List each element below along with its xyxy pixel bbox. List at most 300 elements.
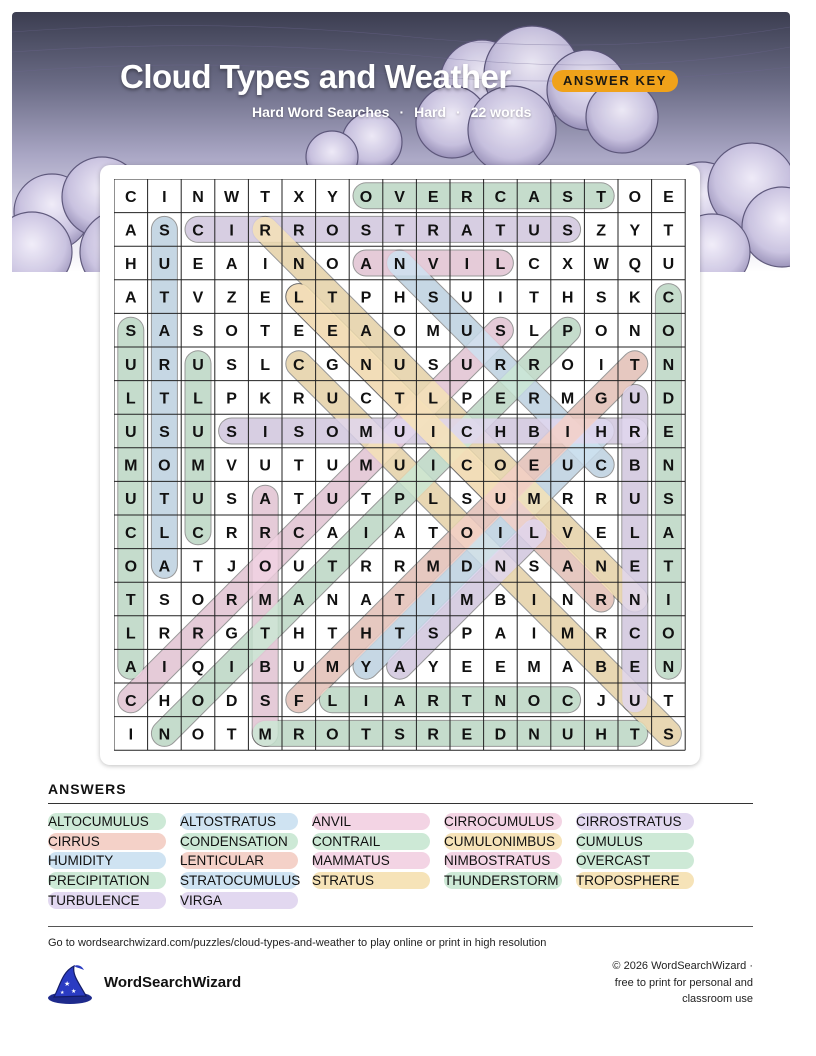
- grid-letter: R: [158, 625, 171, 643]
- grid-letter: O: [191, 592, 205, 609]
- grid-letter: N: [158, 726, 171, 744]
- grid-letter: U: [461, 323, 473, 341]
- answer-word: ALTOCUMULUS: [48, 813, 166, 830]
- svg-text:★: ★: [60, 990, 65, 996]
- grid-letter: O: [225, 323, 238, 341]
- grid-letter: E: [495, 390, 506, 408]
- wizard-hat-logo-icon: [46, 962, 94, 1006]
- grid-letter: T: [394, 592, 405, 609]
- grid-letter: M: [325, 659, 340, 677]
- grid-letter: I: [363, 524, 369, 542]
- copyright-line: free to print for personal and: [614, 976, 753, 989]
- grid-letter: P: [562, 323, 573, 341]
- separator-dot: ·: [399, 104, 405, 120]
- grid-letter: T: [260, 188, 271, 206]
- grid-letter: V: [427, 256, 439, 273]
- grid-letter: A: [125, 289, 137, 307]
- grid-letter: A: [360, 256, 372, 273]
- grid-letter: S: [226, 424, 237, 441]
- grid-letter: O: [191, 692, 205, 710]
- grid-letter: T: [293, 457, 304, 475]
- grid-letter: S: [663, 491, 674, 509]
- grid-letter: T: [596, 188, 607, 206]
- grid-letter: R: [225, 592, 238, 609]
- grid-letter: T: [461, 692, 472, 710]
- grid-letter: S: [394, 726, 405, 744]
- grid-letter: K: [259, 390, 271, 408]
- grid-letter: S: [562, 188, 573, 206]
- answer-word: ANVIL: [312, 813, 430, 830]
- grid-letter: N: [360, 356, 372, 374]
- grid-letter: H: [360, 625, 372, 643]
- grid-letter: O: [158, 457, 171, 475]
- grid-letter: U: [494, 491, 507, 509]
- grid-letter: S: [427, 625, 439, 643]
- footer-url-text: Go to wordsearchwizard.com/puzzles/cloud-types-and-weather to play online or print in high resolution: [48, 937, 547, 949]
- grid-letter: A: [461, 222, 473, 240]
- grid-letter: S: [663, 726, 674, 744]
- grid-letter: T: [293, 491, 304, 509]
- grid-letter: I: [565, 424, 570, 441]
- grid-letter: C: [662, 289, 675, 307]
- grid-letter: T: [394, 390, 405, 408]
- grid-letter: I: [598, 356, 604, 374]
- answer-word: TURBULENCE: [48, 892, 166, 909]
- grid-letter: B: [528, 424, 540, 441]
- grid-letter: U: [259, 457, 271, 475]
- grid-letter: T: [327, 558, 338, 576]
- grid-letter: P: [394, 491, 405, 509]
- grid-letter: I: [666, 592, 671, 609]
- separator-dot: ·: [456, 104, 461, 120]
- grid-letter: U: [125, 491, 137, 509]
- grid-letter: T: [260, 625, 271, 643]
- grid-letter: N: [629, 323, 641, 341]
- grid-letter: A: [259, 491, 271, 509]
- grid-letter: S: [461, 491, 473, 509]
- grid-letter: A: [393, 524, 406, 542]
- grid-letter: O: [258, 558, 272, 576]
- grid-letter: M: [560, 390, 575, 408]
- grid-letter: A: [662, 524, 675, 542]
- grid-letter: T: [361, 491, 371, 509]
- grid-letter: L: [193, 390, 203, 408]
- grid-letter: A: [326, 524, 339, 542]
- grid-letter: S: [360, 222, 372, 240]
- grid-letter: M: [359, 457, 373, 475]
- grid-letter: I: [162, 188, 167, 206]
- grid-letter: B: [259, 659, 271, 677]
- grid-letter: T: [125, 592, 136, 609]
- grid-letter: O: [460, 524, 474, 542]
- grid-letter: E: [259, 289, 271, 307]
- grid-letter: S: [125, 323, 137, 341]
- answer-word: PRECIPITATION: [48, 872, 166, 889]
- grid-letter: U: [461, 289, 473, 307]
- grid-letter: T: [193, 558, 203, 576]
- grid-letter: I: [229, 222, 234, 240]
- grid-letter: M: [124, 457, 138, 475]
- grid-letter: I: [229, 659, 234, 677]
- grid-letter: E: [629, 558, 641, 576]
- grid-letter: C: [125, 188, 137, 206]
- grid-letter: U: [125, 424, 137, 441]
- grid-letter: E: [192, 256, 204, 273]
- grid-letter: A: [393, 659, 406, 677]
- grid-letter: U: [561, 726, 574, 744]
- grid-letter: B: [629, 457, 641, 475]
- grid-letter: R: [629, 424, 641, 441]
- grid-letter: V: [192, 289, 204, 307]
- grid-letter: R: [595, 625, 607, 643]
- copyright-line: © 2026 WordSearchWizard ·: [612, 960, 753, 972]
- grid-letter: C: [461, 424, 473, 441]
- subtitle-word-count: 22 words: [470, 104, 532, 120]
- grid-letter: L: [428, 491, 439, 509]
- grid-letter: T: [663, 558, 674, 576]
- grid-letter: C: [293, 356, 305, 374]
- grid-letter: M: [191, 457, 205, 475]
- grid-letter: U: [662, 256, 675, 273]
- grid-letter: N: [595, 558, 607, 576]
- grid-letter: I: [162, 659, 167, 677]
- grid-letter: O: [527, 692, 541, 710]
- answer-word: OVERCAST: [576, 852, 694, 869]
- divider: [48, 926, 753, 927]
- grid-letter: S: [259, 692, 271, 710]
- grid-letter: P: [461, 390, 473, 408]
- grid-letter: S: [427, 289, 439, 307]
- grid-letter: J: [227, 558, 237, 576]
- grid-letter: T: [394, 625, 405, 643]
- answer-word: NIMBOSTRATUS: [444, 852, 562, 869]
- grid-letter: Q: [628, 256, 642, 273]
- grid-letter: T: [394, 222, 405, 240]
- grid-letter: S: [293, 424, 305, 441]
- grid-letter: S: [495, 323, 506, 341]
- grid-letter: V: [394, 188, 405, 206]
- grid-letter: U: [393, 424, 406, 441]
- grid-letter: C: [125, 524, 137, 542]
- grid-letter: T: [663, 692, 674, 710]
- grid-letter: U: [293, 659, 305, 677]
- grid-letter: L: [125, 625, 136, 643]
- grid-letter: R: [427, 726, 439, 744]
- grid-letter: I: [498, 524, 503, 542]
- grid-letter: I: [128, 726, 134, 744]
- grid-letter: A: [360, 592, 372, 609]
- answer-key-badge: ANSWER KEY: [552, 70, 678, 92]
- grid-letter: V: [226, 457, 237, 475]
- grid-letter: C: [528, 256, 540, 273]
- copyright-line: classroom use: [682, 993, 753, 1005]
- grid-letter: U: [192, 491, 204, 509]
- grid-letter: L: [529, 524, 539, 542]
- grid-letter: I: [430, 457, 436, 475]
- grid-letter: H: [293, 625, 305, 643]
- grid-letter: M: [258, 726, 272, 744]
- grid-letter: E: [595, 524, 607, 542]
- grid-letter: A: [561, 558, 574, 576]
- grid-letter: O: [326, 256, 339, 273]
- grid-letter: R: [293, 390, 305, 408]
- grid-letter: T: [361, 726, 371, 744]
- grid-letter: K: [629, 289, 641, 307]
- grid-letter: U: [461, 356, 473, 374]
- grid-letter: I: [363, 692, 369, 710]
- grid-letter: L: [327, 692, 338, 710]
- grid-letter: R: [192, 625, 204, 643]
- grid-letter: B: [494, 592, 507, 609]
- grid-letter: Y: [427, 659, 439, 677]
- grid-letter: R: [158, 356, 171, 374]
- divider: [48, 803, 753, 804]
- grid-letter: C: [629, 625, 641, 643]
- grid-letter: H: [125, 256, 137, 273]
- grid-letter: S: [226, 356, 237, 374]
- grid-letter: R: [427, 222, 439, 240]
- grid-letter: L: [428, 390, 439, 408]
- grid-letter: A: [528, 188, 540, 206]
- grid-letter: E: [495, 659, 506, 677]
- grid-letter: R: [595, 592, 607, 609]
- grid-letter: E: [427, 188, 439, 206]
- grid-letter: T: [495, 222, 506, 240]
- grid-letter: N: [393, 256, 406, 273]
- grid-letter: S: [528, 558, 540, 576]
- grid-letter: U: [158, 256, 171, 273]
- grid-letter: N: [629, 592, 641, 609]
- grid-letter: T: [159, 491, 170, 509]
- grid-letter: S: [192, 323, 204, 341]
- grid-letter: R: [293, 726, 305, 744]
- subtitle-level: Hard: [414, 104, 447, 120]
- grid-letter: C: [360, 390, 372, 408]
- grid-letter: U: [528, 222, 540, 240]
- grid-letter: T: [327, 289, 338, 307]
- grid-letter: N: [293, 256, 305, 273]
- grid-letter: G: [326, 356, 339, 374]
- grid-letter: G: [594, 390, 608, 408]
- grid-letter: U: [125, 356, 137, 374]
- answer-word: MAMMATUS: [312, 852, 430, 869]
- answer-word: HUMIDITY: [48, 852, 166, 869]
- answers-heading: ANSWERS: [48, 781, 127, 797]
- grid-letter: I: [430, 592, 436, 609]
- grid-letter: U: [293, 558, 305, 576]
- answer-word: THUNDERSTORM: [444, 872, 562, 889]
- grid-letter: Z: [226, 289, 237, 307]
- grid-letter: X: [293, 188, 305, 206]
- grid-letter: O: [191, 726, 205, 744]
- answer-word: CUMULONIMBUS: [444, 833, 562, 850]
- answer-word: STRATUS: [312, 872, 430, 889]
- grid-letter: A: [293, 592, 305, 609]
- grid-letter: I: [262, 424, 268, 441]
- grid-letter: U: [629, 491, 641, 509]
- grid-letter: C: [595, 457, 607, 475]
- answer-word: ALTOSTRATUS: [180, 813, 298, 830]
- grid-letter: C: [293, 524, 305, 542]
- grid-letter: U: [326, 491, 339, 509]
- grid-letter: R: [561, 491, 574, 509]
- grid-letter: O: [628, 188, 642, 206]
- grid-letter: O: [326, 424, 339, 441]
- grid-letter: S: [226, 491, 237, 509]
- grid-letter: B: [595, 659, 607, 677]
- grid-letter: D: [225, 692, 238, 710]
- grid-letter: R: [528, 390, 540, 408]
- grid-letter: A: [393, 692, 406, 710]
- grid-letter: T: [663, 222, 674, 240]
- subtitle-source: Hard Word Searches: [252, 104, 390, 120]
- grid-letter: P: [360, 289, 372, 307]
- grid-letter: E: [327, 323, 338, 341]
- grid-letter: M: [460, 592, 474, 609]
- grid-letter: I: [531, 625, 537, 643]
- grid-letter: N: [528, 726, 540, 744]
- grid-letter: A: [125, 222, 137, 240]
- page-title: Cloud Types and Weather: [120, 58, 511, 95]
- grid-letter: N: [192, 188, 204, 206]
- grid-letter: N: [662, 659, 675, 677]
- answer-word: CIRROCUMULUS: [444, 813, 562, 830]
- grid-letter: D: [494, 726, 507, 744]
- grid-letter: R: [259, 222, 271, 240]
- grid-letter: U: [326, 390, 339, 408]
- answer-word: LENTICULAR: [180, 852, 298, 869]
- answer-word: CONTRAIL: [312, 833, 430, 850]
- grid-letter: T: [327, 625, 338, 643]
- grid-letter: L: [629, 524, 640, 542]
- grid-letter: V: [562, 524, 573, 542]
- answer-word: CONDENSATION: [180, 833, 298, 850]
- grid-letter: P: [226, 390, 237, 408]
- grid-letter: A: [360, 323, 372, 341]
- grid-letter: N: [494, 692, 507, 710]
- grid-letter: P: [461, 625, 473, 643]
- grid-letter: M: [560, 625, 575, 643]
- grid-letter: E: [461, 659, 473, 677]
- grid-letter: R: [595, 491, 607, 509]
- grid-letter: S: [159, 592, 170, 609]
- answer-word: CIRRUS: [48, 833, 166, 850]
- grid-letter: H: [561, 289, 574, 307]
- grid-letter: R: [393, 558, 406, 576]
- grid-letter: A: [125, 659, 137, 677]
- grid-letter: L: [260, 356, 271, 374]
- grid-letter: X: [562, 256, 573, 273]
- grid-letter: R: [528, 356, 540, 374]
- copyright-text: [553, 958, 753, 1008]
- grid-letter: N: [662, 356, 675, 374]
- grid-letter: O: [393, 323, 406, 341]
- grid-letter: C: [494, 188, 507, 206]
- brand-name: WordSearchWizard: [104, 974, 242, 991]
- grid-letter: O: [124, 558, 138, 576]
- grid-letter: U: [393, 457, 406, 475]
- grid-letter: U: [629, 390, 641, 408]
- grid-letter: M: [258, 592, 272, 609]
- grid-letter: E: [528, 457, 540, 475]
- grid-letter: R: [461, 188, 473, 206]
- grid-letter: E: [663, 188, 674, 206]
- grid-letter: C: [561, 692, 574, 710]
- grid-letter: D: [461, 558, 473, 576]
- grid-letter: J: [596, 692, 606, 710]
- grid-letter: A: [158, 558, 171, 576]
- grid-letter: N: [561, 592, 574, 609]
- grid-letter: D: [662, 390, 675, 408]
- grid-letter: M: [426, 558, 440, 576]
- grid-letter: I: [430, 424, 436, 441]
- grid-letter: E: [293, 323, 305, 341]
- grid-letter: H: [393, 289, 406, 307]
- grid-letter: O: [662, 323, 675, 341]
- grid-letter: A: [225, 256, 238, 273]
- grid-letter: S: [427, 356, 439, 374]
- grid-letter: G: [225, 625, 238, 643]
- grid-letter: O: [662, 625, 675, 643]
- grid-letter: C: [461, 457, 473, 475]
- answer-word: CIRROSTRATUS: [576, 813, 694, 830]
- grid-letter: T: [159, 390, 170, 408]
- page-subtitle: [252, 104, 531, 120]
- grid-letter: Z: [596, 222, 607, 240]
- grid-letter: Y: [360, 659, 372, 677]
- word-search-grid: [114, 179, 686, 751]
- grid-letter: T: [428, 524, 439, 542]
- grid-letter: U: [629, 692, 641, 710]
- grid-letter: U: [192, 356, 204, 374]
- grid-letter: N: [662, 457, 675, 475]
- grid-letter: S: [595, 289, 607, 307]
- grid-letter: O: [594, 323, 608, 341]
- grid-letter: H: [595, 726, 607, 744]
- grid-letter: O: [326, 726, 339, 744]
- grid-letter: M: [359, 424, 373, 441]
- grid-letter: C: [125, 692, 137, 710]
- grid-letter: E: [663, 424, 674, 441]
- grid-letter: N: [494, 558, 507, 576]
- svg-text:★: ★: [64, 980, 71, 988]
- answer-word: STRATOCUMULUS: [180, 873, 301, 889]
- grid-letter: T: [226, 726, 237, 744]
- grid-letter: U: [393, 356, 406, 374]
- grid-letter: Q: [191, 659, 205, 677]
- grid-letter: I: [498, 289, 503, 307]
- grid-letter: Y: [327, 188, 338, 206]
- grid-letter: A: [158, 323, 171, 341]
- grid-letter: L: [495, 256, 506, 273]
- grid-letter: C: [192, 222, 204, 240]
- grid-letter: L: [159, 524, 170, 542]
- grid-letter: W: [593, 256, 609, 273]
- grid-letter: A: [561, 659, 574, 677]
- grid-letter: R: [225, 524, 238, 542]
- grid-letter: S: [159, 222, 170, 240]
- grid-letter: O: [494, 457, 507, 475]
- grid-letter: T: [159, 289, 170, 307]
- grid-letter: M: [527, 491, 541, 509]
- grid-letter: T: [629, 726, 640, 744]
- grid-letter: T: [629, 356, 640, 374]
- grid-letter: S: [562, 222, 573, 240]
- grid-letter: N: [326, 592, 339, 609]
- grid-letter: R: [427, 692, 439, 710]
- grid-letter: F: [293, 692, 304, 710]
- grid-letter: L: [293, 289, 304, 307]
